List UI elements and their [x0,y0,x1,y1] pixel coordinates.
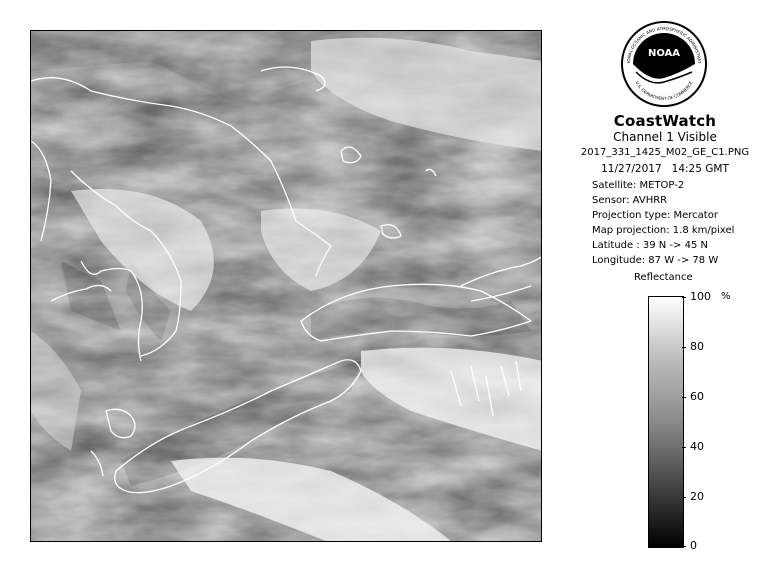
channel-label: Channel 1 Visible [613,130,717,144]
colorbar-tick [682,447,686,448]
colorbar-tick-label: 100 [690,290,711,303]
latitude-label: Latitude : 39 N -> 45 N [592,240,708,251]
satellite-image [31,31,542,542]
satellite-map[interactable] [30,30,542,542]
noaa-ring-text-top: IONAL OCEANIC AND ATMOSPHERIC ADMINISTRAT [626,25,703,64]
colorbar-tick [682,397,686,398]
coastwatch-title: CoastWatch [613,112,717,130]
noaa-logo-text: NOAA [647,48,681,59]
filename-label: 2017_331_1425_M02_GE_C1.PNG [580,147,750,158]
noaa-ring-text-bottom: U.S. DEPARTMENT OF COMMERCE [634,80,694,102]
colorbar-tick [682,497,686,498]
time-value: 14:25 GMT [671,163,729,175]
colorbar-tick-label: 40 [690,440,704,453]
datetime-label [548,163,782,175]
colorbar-tick-label: 0 [690,539,697,552]
colorbar-tick-label: 20 [690,490,704,503]
reflectance-colorbar [648,296,684,548]
sensor-label: Sensor: AVHRR [592,195,668,206]
colorbar-tick [682,347,686,348]
reflectance-label: Reflectance [634,272,693,283]
projection-type-label: Projection type: Mercator [592,210,718,221]
info-panel [548,0,782,572]
colorbar-tick-label: 60 [690,390,704,403]
noaa-logo-icon [620,20,708,108]
map-projection-label: Map projection: 1.8 km/pixel [592,225,735,236]
satellite-label: Satellite: METOP-2 [592,180,685,191]
colorbar-unit: % [721,291,731,302]
colorbar-tick [682,546,686,547]
date-value: 11/27/2017 [601,163,662,175]
longitude-label: Longitude: 87 W -> 78 W [592,255,719,266]
colorbar-tick-label: 80 [690,340,704,353]
colorbar-tick [682,297,686,298]
